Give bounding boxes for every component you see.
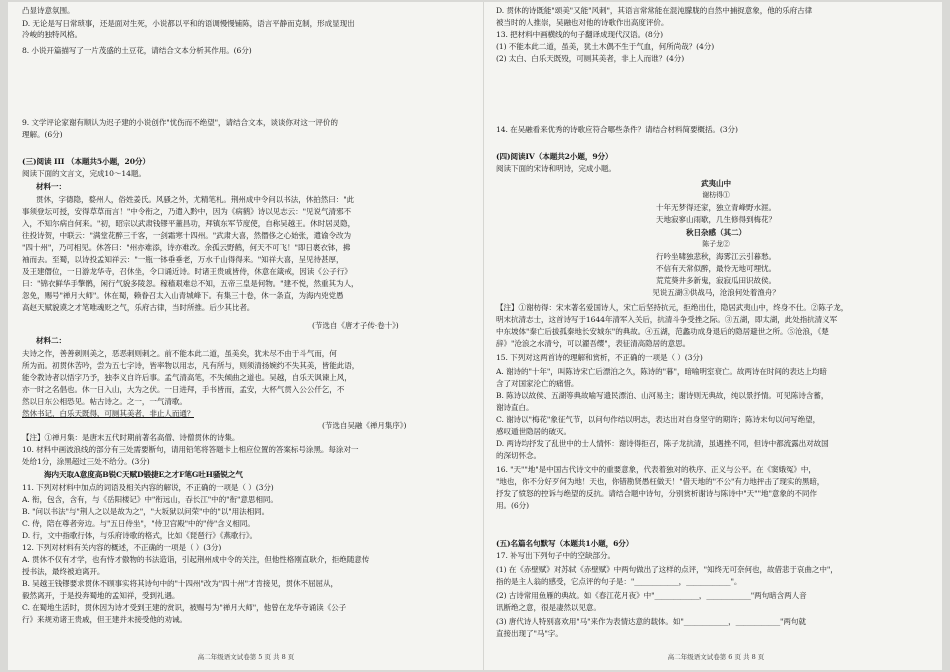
passage-line: 贯休，字德隐，婺州人，俗姓姜氏。风骚之外，尤精笔札。荆州成中令问以书法，休拍然曰："此	[36, 195, 355, 204]
annotation: 【注】①禅月集：是唐末五代时期前著名高僧、诗僧贯休的诗集。	[22, 433, 240, 442]
poem-1-title: 武夷山中	[701, 179, 731, 188]
question-16: 16. "天""地"是中国古代诗文中的重要意象，代表着独对的秩序、正义与公平。在《窦娥冤》中，	[496, 465, 816, 474]
instruction: 阅读下面的宋诗和明诗，完成小题。	[496, 164, 616, 173]
annotation: 【注】①谢枋得：宋末著名爱国诗人，宋亡后坚持抗元，拒绝出仕，隐居武夷山中，终身不仕。②陈子龙，	[496, 303, 849, 312]
page-fold-divider	[483, 2, 484, 670]
text-line: 授书法，最终被迫离开。	[22, 567, 105, 576]
passage-line: 曰："锦衣鲜华手擎鹘，闲行气貌多陵忽。稼穑艰难总不知，五帝三皇是何物。"建不悦，然重其为人，	[22, 279, 359, 288]
annotation-line: 明末抗清志士，这首诗写于1644年清军入关后，抗清斗争受挫之际。③五湖，即太湖，此处指抗清义军	[496, 315, 838, 324]
option-d: D. 贯休的诗既能"颂美"又能"风刺"，其语言常常能在混沌朦胧的自然中捕捉意象，他的乐府古律	[496, 6, 813, 15]
translation-item-1: (1) 不能本此二道，虽美，犹土木偶不生于气血，何所尚哉？(4分)	[496, 42, 715, 51]
passage-line: 事须登坛可授，安得草草而言！"中令衔之，乃遣入黔中，因为《病鹤》诗以见志云："见说气清邪不	[22, 207, 352, 216]
text-line: 行》来规劝诸王贵戚，但王建并未接受他的劝诫。	[22, 615, 187, 624]
option-b: B. 吴越王钱镠要求贯休不顾事实将其诗句中的"十四州"改为"四十州"才肯接见，贯休不屈屈从，	[22, 579, 338, 588]
passage-line: 忽免，赐号"禅月大师"。休在蜀，赖眷召太入山青城峰下。有集三十卷，休一条直，为海内兇党愚	[22, 291, 344, 300]
question-9: 9. 文学评论家谢有顺认为迟子建的小说创作"忧伤而不绝望"，请结合文本，谈谈你对这一评价的	[22, 118, 338, 127]
sentence-breaking-options: 海内天取A意度高B锐C天赋D锻捷E之才F笔G吐H骚锐之气	[44, 470, 243, 479]
exam-sheet	[8, 2, 942, 670]
question-11: 11. 下列对材料中加点的词语及相关内容的解说，不正确的一项是（ ）(3分)	[22, 483, 274, 492]
annotation-line: 辞》"沧浪之水清兮，可以濯吾缨"，表征清高隐居的意思。	[496, 339, 691, 348]
text-line: 毅然离开，于是投奔蜀地的孟知祥，受到礼遇。	[22, 591, 180, 600]
source-citation: (节选自《唐才子传·卷十》)	[312, 321, 399, 330]
fill-blank-3: (3) 唐代诗人特别喜欢用"马"来作为表情达意的载体。如"____________，____________"两句就	[496, 617, 806, 626]
text-line: 的深切怀念。	[496, 451, 541, 460]
page-5	[22, 2, 470, 670]
question-8: 8. 小说开篇描写了一片茂盛的土豆花，请结合文本分析其作用。(6分)	[22, 46, 252, 55]
material-1-label: 材料一：	[36, 182, 66, 191]
option-a: A. 衔，包含，含有，与《岳阳楼记》中"衔远山，吞长江"中的"衔"意思相同。	[22, 495, 278, 504]
section-heading-4: (四)阅读IV（本题共2小题，9分）	[496, 152, 613, 161]
page-6	[496, 2, 936, 670]
passage-line: 入，不知尔病自何来。"初，昭宗以武肃钱镠平董昌功，拜镇东军节度使，自称吴越王。休时居灵隐，	[22, 219, 356, 228]
passage-line: 夫诗之作，善善刺则美之，恶恶刺则刺之。前不能本此二道，虽美矣，犹未尽不由于斗气而，何	[22, 349, 337, 358]
option-d: D. 行，文中指歌行体，与乐府诗歌的格式，比如《琵琶行》《燕歌行》。	[22, 531, 258, 540]
passage-line: 往投诗贺，中联云："满堂花醉三千客，一剑霜寒十四州。"武肃大喜，然僭侈之心始张，遣谕令改为	[22, 231, 352, 240]
poem-2-title: 秋日杂感（其二）	[686, 228, 746, 237]
passage-line: 及王建僭位，一日游龙华寺，召休坐，令口诵近诗。时诸王贵戚皆侍，休意在箴戒，因读《公子行》	[22, 267, 352, 276]
option-d: D. 无论是写日常琐事，还是面对生死，小说都以平和的语调慢慢铺陈，语言平静而克制，形成显现出	[22, 19, 355, 28]
question-14: 14. 在吴融看来优秀的诗歌应符合哪些条件？请结合材料简要概括。(3分)	[496, 125, 738, 134]
text-line: 讯断绝之意，很是凄然以见意。	[496, 603, 601, 612]
passage-line: 能令教诗者以悟字乃予，独李义自许后事。孟气清高笔，不失倾曲之道也。吴越，自乐天讽谏上风，	[22, 373, 352, 382]
text-line: 直接出现了"马"字。	[496, 629, 563, 638]
option-c: C. 谢诗以"梅花"象征气节，以问句作结以明志，表达出对自身坚守的期许；陈诗末句以问写绝望，	[496, 415, 821, 424]
question-13: 13. 把材料中画横线的句子翻译成现代汉语。(8分)	[496, 30, 663, 39]
poem-line: 不信有天常似醉，最怜无地可埋忧。	[656, 264, 776, 273]
text-line: 含了对国家沦亡的痛惜。	[496, 379, 579, 388]
option-a: A. 贯休不仅有才学，也有恃才傲物的书法造诣，引起荆州成中令的关注，但他性格刚直耿介，拒绝随意传	[22, 555, 370, 564]
text-line: 谢诗直白。	[496, 403, 534, 412]
passage-line: 所为而。初贯休苦吟，尝为五七字诗，皆率物以用志，凡有所与，则须清扬婉约不失其美，皆能此语，	[22, 361, 360, 370]
question-15: 15. 下列对这两首诗的理解和赏析，不正确的一项是（ ）(3分)	[496, 353, 703, 362]
passage-line-underlined: 然休书记，白乐天既得，可厕其美者，非止人而通？	[22, 409, 195, 418]
fill-blank-1: (1) 在《赤壁赋》对苏轼《赤壁赋》中两句做出了这样的点评，"知终无可奈何也，故借悲于哀曲之中"，	[496, 565, 838, 574]
poem-line: 十年无梦得还家，独立青峰野水涯。	[656, 203, 776, 212]
option-c: C. 侍，陪在尊者旁边。与"五日侍坐"，"侍卫宫殿"中的"侍"含义相同。	[22, 519, 255, 528]
poem-line: 荒荒葵井多新鬼，寂寂瓜田识故侯。	[656, 276, 776, 285]
question-12: 12. 下列对材料有关内容的概述，不正确的一项是（ ）(3分)	[22, 543, 222, 552]
text-line: 抒发了愤怒的控诉与绝望的反抗。请结合题中诗句，分别赏析谢诗与陈诗中"天""地"意象的不同作	[496, 489, 817, 498]
poem-1-author: 谢枋得①	[702, 191, 730, 199]
poem-2-author: 陈子龙②	[702, 240, 730, 248]
option-b: B. 陈诗以故侯、五湖等典故喻写遗民漂泊、山河易主；谢诗则无典故，纯以景抒情。可见陈诗含蓄，	[496, 391, 829, 400]
fill-blank-1-answer: 指的是主人翁的感受，它点评的句子是："____________，____________"。	[496, 577, 742, 586]
poem-line: 见说五湖③供战马，沧浪何处着渔舟？	[652, 288, 780, 297]
question-17: 17. 补写出下列句子中的空缺部分。	[496, 551, 616, 560]
text-line: 用。(6分)	[496, 501, 529, 510]
poem-line: 天地寂寥山雨歇，几生修得到梅花？	[656, 215, 776, 224]
passage-line: 亦一时之名倡也。休一日入山，大为之伏。一日进拜，手书皆而，孟安，大杯气贯入公公仟乞，不	[22, 385, 345, 394]
poem-line: 行吟坐啸独悲秋，海雾江云引暮愁。	[656, 252, 776, 261]
text-line: "地也，你不分好歹何为地！天也，你错勘贤愚枉做天！"借天地的"不公"有力地抨击了现实的黑暗，	[496, 477, 825, 486]
translation-item-2: (2) 太白、白乐天既殁，可厕其美者，非上人而谁？(4分)	[496, 54, 685, 63]
fill-blank-2: (2) 古诗常用鱼雁的典故。如《春江花月夜》中"____________，____________"两句暗含两人音	[496, 591, 807, 600]
text-line: 理解。(6分)	[22, 130, 63, 139]
annotation-line: 中东坡体"秦亡后拔孤秦地长安城东"的典故。④五湖，范蠡功成身退后的隐居避世之所。⑤沧浪，《楚	[496, 327, 829, 336]
text-line: 处给1分，涂黑超过三处不给分。(3分)	[22, 457, 150, 466]
section-heading-5: (五)名篇名句默写（本题共1小题，6分）	[496, 539, 634, 548]
material-2-label: 材料二：	[36, 336, 66, 345]
passage-line: 然以日东公相恐见。帖古诗之。之一，一气清歌。	[22, 397, 187, 406]
text-line: 冷峻的独特风格。	[22, 30, 82, 39]
text-line: 感叹遁世隐居的破灭。	[496, 427, 571, 436]
option-b: B. "问以书法"与"荆人之以是故为之"，"大坂狱以问荣"中的"以"用法相同。	[22, 507, 270, 516]
passage-line: "四十州"，乃可相见。休答曰："州亦难添，诗亦难改。余孤云野鹤，何天不可飞！"即日裹衣钵，拂	[22, 243, 351, 252]
source-citation: (节选自吴融《禅月集序》)	[322, 421, 407, 430]
page-footer: 高二年级语文试卷第 5 页 共 8 页	[197, 653, 295, 661]
text-line: 凸显诗意氛围。	[22, 6, 75, 15]
option-c: C. 在蜀地生活时，贯休因为诗才受到王建的赏识，被赐号为"禅月大师"，他曾在龙华寺诵读《公子	[22, 603, 347, 612]
passage-line: 袖而去。至蜀，以诗投孟知祥云："一瓶一钵垂垂老，万水千山得得来。"知祥大喜，呈见待甚厚，	[22, 255, 344, 264]
option-a: A. 谢诗的"十年"，叫陈诗宋亡后漂泊之久，陈诗的"暮"，暗喻明室衰亡。故两诗在时间的表达上均暗	[496, 367, 827, 376]
passage-line: 高赵天赋貌谟之才笔唯魂贬之气，乐府古律，当时所推。后少其比者。	[22, 303, 255, 312]
option-d: D. 两诗均抒发了乱世中的士人情怀：谢诗得拒召，陈子龙抗清，虽遇挫不同，但诗中都流露出对故国	[496, 439, 829, 448]
text-line: 被当时的人推崇，吴融也对他的诗歌作出高度评价。	[496, 18, 669, 27]
page-footer: 高二年级语文试卷第 6 页 共 8 页	[667, 653, 765, 661]
question-10: 10. 材料中画波浪线的部分有三处需要断句，请用铅笔将答题卡上相应位置的答案标号涂黑。每涂对一	[22, 445, 359, 454]
instruction: 阅读下面的文言文，完成10～14题。	[22, 169, 146, 178]
section-heading-3: (三)阅读 III （本题共5小题，20分）	[22, 157, 150, 166]
